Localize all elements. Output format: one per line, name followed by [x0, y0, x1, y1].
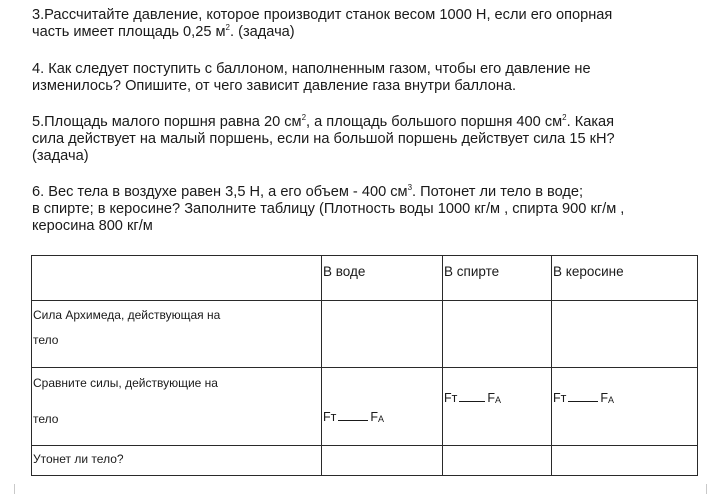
archimedes-force-symbol: F — [370, 410, 379, 424]
page-corner-mark — [696, 484, 707, 494]
table-header-row — [32, 256, 698, 301]
question-6-text-a: 6. Вес тела в воздухе равен 3,5 Н, а его объем - 400 см — [32, 184, 408, 200]
question-4-line-1: 4. Как следует поступить с баллоном, наполненным газом, чтобы его давление не — [32, 61, 591, 77]
header-kerosene: В керосине — [553, 264, 624, 279]
force-comparison — [444, 391, 501, 405]
row-label-line-2: тело — [33, 412, 59, 426]
answer-cell[interactable] — [443, 446, 552, 476]
blank-line — [459, 392, 485, 402]
gravity-force-symbol: Fт — [323, 410, 337, 424]
row-label-line-2: тело — [33, 333, 59, 347]
table-row — [32, 446, 698, 476]
superscript: 3 — [407, 183, 413, 192]
superscript: 2 — [225, 23, 230, 32]
row-label-sink — [32, 446, 322, 476]
question-3-text: часть имеет площадь 0,25 м — [32, 24, 226, 40]
row-label-line-1: Сравните силы, действующие на — [33, 376, 218, 390]
force-comparison — [323, 410, 384, 424]
force-comparison — [553, 391, 614, 405]
blank-line — [338, 411, 368, 421]
question-6 — [32, 184, 702, 235]
page-corner-mark — [14, 484, 25, 494]
header-spirit: В спирте — [444, 264, 500, 279]
question-6-line-1 — [32, 184, 702, 201]
row-label-archimedes — [32, 301, 322, 368]
header-water: В воде — [323, 264, 366, 279]
answer-cell[interactable] — [443, 301, 552, 368]
row-label-line-1: Утонет ли тело? — [33, 452, 124, 466]
question-3-line-1: 3.Рассчитайте давление, которое производит станок весом 1000 Н, если его опорная — [32, 7, 613, 23]
answer-table — [31, 255, 698, 476]
question-6-text-b: . Потонет ли тело в воде; — [412, 184, 584, 200]
subscript: A — [495, 395, 502, 405]
table-row — [32, 368, 698, 446]
subscript: A — [608, 395, 615, 405]
question-5-text-b: , а площадь большого поршня 400 см — [306, 114, 563, 130]
question-5-line-1 — [32, 114, 702, 131]
question-6-line-3: керосина 800 кг/м — [32, 218, 153, 234]
compare-cell-spirit[interactable] — [443, 368, 552, 446]
answer-cell[interactable] — [322, 446, 443, 476]
header-cell-spirit — [443, 256, 552, 301]
header-cell-kerosene — [552, 256, 698, 301]
question-5-line-3: (задача) — [32, 148, 89, 164]
row-label-line-1: Сила Архимеда, действующая на — [33, 308, 221, 322]
archimedes-force-symbol: F — [600, 391, 609, 405]
question-4-line-2: изменилось? Опишите, от чего зависит давление газа внутри баллона. — [32, 78, 517, 94]
subscript: A — [378, 414, 385, 424]
archimedes-force-symbol: F — [487, 391, 496, 405]
question-5-text-c: . Какая — [566, 114, 615, 130]
superscript: 2 — [301, 113, 307, 122]
row-label-compare — [32, 368, 322, 446]
question-6-line-2: в спирте; в керосине? Заполните таблицу (Плотность воды 1000 кг/м , спирта 900 кг/м , — [32, 201, 625, 217]
answer-cell[interactable] — [322, 301, 443, 368]
table-corner-cell — [32, 256, 322, 301]
gravity-force-symbol: Fт — [553, 391, 567, 405]
question-3-line-2 — [32, 24, 702, 41]
compare-cell-kerosene[interactable] — [552, 368, 698, 446]
question-3-tag: . (задача) — [229, 24, 295, 40]
question-5-line-2: сила действует на малый поршень, если на большой поршень действует сила 15 кН? — [32, 131, 615, 147]
blank-line — [568, 392, 598, 402]
question-4 — [32, 61, 702, 95]
answer-cell[interactable] — [552, 446, 698, 476]
table-row — [32, 301, 698, 368]
question-5-text-a: 5.Площадь малого поршня равна 20 см — [32, 114, 302, 130]
question-3 — [32, 7, 702, 41]
header-cell-water — [322, 256, 443, 301]
answer-cell[interactable] — [552, 301, 698, 368]
question-5 — [32, 114, 702, 165]
compare-cell-water[interactable] — [322, 368, 443, 446]
gravity-force-symbol: Fт — [444, 391, 458, 405]
superscript: 2 — [562, 113, 567, 122]
